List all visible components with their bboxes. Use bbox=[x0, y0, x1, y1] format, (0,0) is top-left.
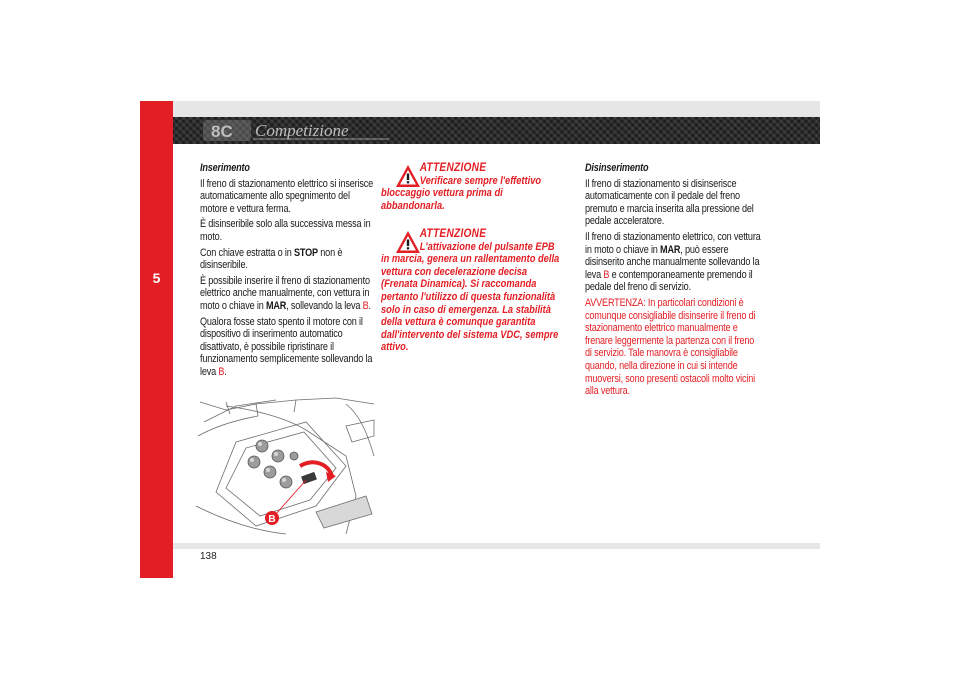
warning-box bbox=[381, 162, 571, 212]
lever-reference: B bbox=[362, 299, 369, 312]
section-heading: Disinserimento bbox=[585, 162, 649, 174]
warning-text: Verificare sempre l'effettivo bbox=[419, 174, 542, 187]
warning-text: L'attivazione del pulsante EPB bbox=[419, 240, 555, 253]
bottom-band bbox=[173, 543, 820, 549]
top-band bbox=[173, 101, 820, 117]
chapter-number: 5 bbox=[152, 270, 161, 286]
brand-logo bbox=[203, 118, 393, 143]
header-band bbox=[173, 117, 820, 144]
paragraph: È possibile inserire il freno di stazionamento elettrico anche manualmente, con vettura in moto o chiave in MAR, sollevando la leva B. bbox=[200, 274, 371, 312]
paragraph: Il freno di stazionamento elettrico si inserisce automaticamente allo spegnimento del motore e vettura ferma. bbox=[200, 177, 374, 215]
paragraph: Il freno di stazionamento elettrico, con vettura in moto o chiave in MAR, può essere disinserito anche manualmente sollevando la leva B e contemporaneamente premendo il pedale del freno di servizio. bbox=[585, 230, 761, 294]
logo-main: 8C bbox=[211, 122, 233, 141]
page-number: 138 bbox=[200, 551, 217, 562]
logo-script: Competizione bbox=[255, 121, 349, 140]
paragraph: È disinseribile solo alla successiva messa in moto. bbox=[200, 218, 371, 243]
warning-text: in marcia, genera un rallentamento della vettura con decelerazione decisa (Frenata Dinamica). Si raccomanda pertanto l'utilizzo di questa funzionalità solo in caso di emergenza. La stabilità della vettura è comunque garantita dall'intervento del sistema VDC, sempre attivo. bbox=[381, 253, 560, 354]
warning-title: ATTENZIONE bbox=[419, 228, 487, 240]
advisory-note: AVVERTENZA: In particolari condizioni è comunque consigliabile disinserire il freno di stazionamento elettrico manualmente e frenare leggermente la partenza con il freno di servizio. Tale manovra è consigliabile quando, nella direzione in cui si intende muoversi, sono presenti ostacoli molto vicini alla vettura. bbox=[585, 296, 756, 398]
column-disinserimento bbox=[585, 162, 763, 401]
paragraph: Il freno di stazionamento si disinserisce automaticamente con il pedale del freno premuto e marcia inserita alla pressione del pedale acceleratore. bbox=[585, 177, 754, 228]
paragraph: Qualora fosse stato spento il motore con il dispositivo di inserimento automatico disattivato, è possibile ripristinare il funzionamento semplicemente sollevando la leva B. bbox=[200, 315, 373, 378]
lever-reference: B bbox=[603, 268, 610, 281]
paragraph: Con chiave estratta o in STOP non è disinseribile. bbox=[200, 246, 343, 272]
column-inserimento bbox=[200, 162, 374, 382]
callout-label: B bbox=[268, 514, 276, 525]
warning-title: ATTENZIONE bbox=[419, 162, 487, 174]
section-heading: Inserimento bbox=[200, 162, 250, 174]
warning-box bbox=[381, 228, 571, 354]
lever-reference: B bbox=[218, 365, 225, 378]
chapter-tab bbox=[140, 101, 173, 578]
console-illustration bbox=[196, 396, 376, 536]
warning-text: bloccaggio vettura prima di abbandonarla. bbox=[381, 187, 503, 212]
